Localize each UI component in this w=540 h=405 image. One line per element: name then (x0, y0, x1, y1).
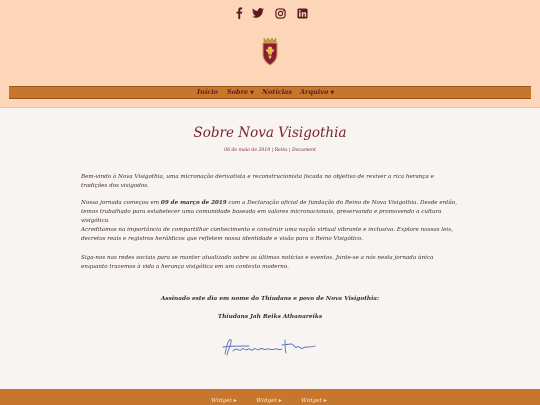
site-header (0, 0, 540, 107)
handwritten-signature (219, 334, 321, 360)
site-footer (0, 389, 540, 405)
meta-separator: | (288, 148, 292, 153)
post-date: 06 de maio de 2019 (224, 148, 271, 153)
twitter-icon[interactable] (252, 7, 264, 19)
footer-widget-label: Widget (301, 398, 322, 404)
nav-archive-dropdown[interactable] (300, 87, 334, 98)
nav-about-dropdown[interactable] (227, 87, 254, 98)
signer-name: Thiudans Jah Reiks Athanareiks (217, 314, 323, 320)
crest-logo[interactable] (258, 35, 282, 67)
post-category-link[interactable]: Document (291, 148, 316, 153)
post-meta (0, 148, 540, 153)
founding-date: 09 de março de 2019 (160, 200, 227, 206)
header-divider (0, 107, 540, 108)
paragraph-history (81, 199, 461, 227)
paragraph-mission: Acreditamos na importância de compartilhar conhecimento e construir uma nação virtual vibrante e inclusiva. Explore nossas leis, decretos reais e registros heráldicos que refletem nossa identidade e visão para o Reino Visigótico. (81, 227, 453, 243)
page-title: Sobre Nova Visigothia (193, 125, 347, 141)
paragraph-intro: Bem-vindo à Nova Visigothia, uma micronação derivatista e reconstrucionista focada no objetivo de reviver a rica herança e tradições dos visigodos. (81, 174, 434, 190)
signature-statement: Assinado este dia em nome do Thiudans e povo de Nova Visigothia: (160, 296, 380, 302)
paragraph-history-text: com a Declaração oficial de fundação do Reino de Nova Visigothia. Desde então, temos trabalhado para estabelecer uma comunidade baseada em valores micronacionais, preservando e promovendo a cultura visigótica. (81, 200, 458, 225)
caret-down-icon: ▼ (330, 90, 335, 96)
footer-widget-label: Widget (256, 398, 277, 404)
caret-down-icon: ▼ (250, 90, 254, 96)
post-author-link[interactable]: Reiks (274, 148, 288, 153)
main-nav (9, 86, 531, 99)
footer-widget-1[interactable]: Widget ▸ (211, 398, 237, 404)
nav-archive-label: Arquivo (300, 88, 329, 96)
paragraph-social: Siga-nos nas redes sociais para se manter atualizado sobre as últimas notícias e eventos. Junte-se a nós nesta jornada única enquanto trazemos à vida a herança visigótica em um contexto moderno. (81, 255, 434, 271)
nav-home[interactable]: Início (197, 88, 218, 96)
facebook-icon[interactable] (233, 7, 245, 19)
social-links (0, 7, 540, 21)
footer-widget-3[interactable]: Widget ▸ (301, 398, 327, 404)
footer-widget-label: Widget (211, 398, 232, 404)
footer-widget-2[interactable]: Widget ▸ (256, 398, 282, 404)
meta-separator: | (271, 148, 275, 153)
nav-about-label: Sobre (227, 88, 249, 96)
paragraph-history-text: Nossa jornada começou em (81, 200, 161, 206)
instagram-icon[interactable] (274, 7, 286, 19)
linkedin-icon[interactable] (296, 7, 308, 19)
nav-news[interactable]: Notícias (262, 88, 293, 96)
